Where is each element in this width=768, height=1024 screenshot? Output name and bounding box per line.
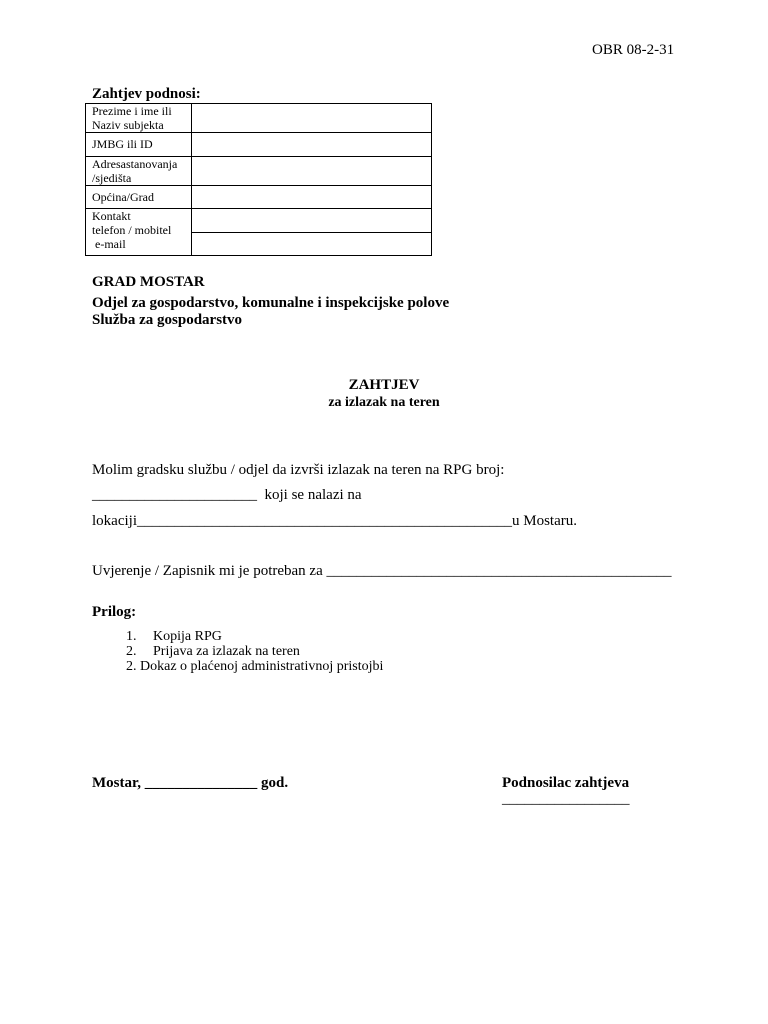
signature-label: Podnosilac zahtjeva bbox=[502, 775, 630, 791]
applicant-heading: Zahtjev podnosi: bbox=[92, 86, 201, 102]
list-item-number: 2. bbox=[126, 644, 137, 659]
applicant-table bbox=[85, 103, 432, 256]
list-item-number: 2. bbox=[126, 659, 137, 674]
label-line: Naziv subjekta bbox=[92, 118, 164, 132]
applicant-name-label bbox=[86, 104, 192, 133]
label-line: telefon / mobitel bbox=[92, 223, 172, 237]
request-line-3: lokaciji__________________________________________________u Mostaru. bbox=[92, 513, 577, 529]
list-item-text: Prijava za izlazak na teren bbox=[153, 644, 300, 659]
recipient-department: Odjel za gospodarstvo, komunalne i inspekcijske polove bbox=[92, 295, 450, 311]
label-line: Kontakt bbox=[92, 209, 131, 223]
list-item-text: Dokaz o plaćenoj administrativnoj pristojbi bbox=[140, 659, 384, 674]
applicant-email-field[interactable] bbox=[191, 233, 431, 256]
list-item bbox=[126, 629, 222, 645]
applicant-id-field[interactable] bbox=[191, 133, 431, 157]
document-subtitle: za izlazak na teren bbox=[328, 395, 440, 410]
attachments-heading: Prilog: bbox=[92, 604, 137, 620]
table-row bbox=[86, 133, 432, 157]
list-item bbox=[126, 644, 300, 660]
table-row bbox=[86, 157, 432, 186]
applicant-phone-field[interactable] bbox=[191, 209, 431, 233]
table-row bbox=[86, 209, 432, 233]
signature-line: _________________ bbox=[502, 791, 630, 807]
label-line: e-mail bbox=[92, 237, 126, 251]
document-title: ZAHTJEV bbox=[348, 377, 420, 393]
list-item bbox=[126, 659, 383, 675]
request-line-1: Molim gradsku službu / odjel da izvrši izlazak na teren na RPG broj: bbox=[92, 462, 505, 478]
recipient-city: GRAD MOSTAR bbox=[92, 274, 205, 290]
label-line: JMBG ili ID bbox=[92, 137, 153, 151]
recipient-service: Služba za gospodarstvo bbox=[92, 312, 243, 328]
applicant-name-field[interactable] bbox=[191, 104, 431, 133]
list-item-text: Kopija RPG bbox=[153, 629, 222, 644]
applicant-contact-label bbox=[86, 209, 192, 256]
form-code: OBR 08-2-31 bbox=[592, 42, 675, 58]
request-line-2: ______________________ koji se nalazi na bbox=[92, 487, 362, 503]
label-line: Adresastanovanja bbox=[92, 157, 178, 171]
applicant-id-label bbox=[86, 133, 192, 157]
label-line: Prezime i ime ili bbox=[92, 104, 172, 118]
label-line: /sjedišta bbox=[92, 171, 132, 185]
list-item-number: 1. bbox=[126, 629, 137, 644]
label-line: Općina/Grad bbox=[92, 190, 154, 204]
applicant-municipality-label bbox=[86, 186, 192, 209]
applicant-address-label bbox=[86, 157, 192, 186]
table-row bbox=[86, 186, 432, 209]
applicant-municipality-field[interactable] bbox=[191, 186, 431, 209]
place-date-line: Mostar, _______________ god. bbox=[92, 775, 289, 791]
applicant-address-field[interactable] bbox=[191, 157, 431, 186]
request-line-4: Uvjerenje / Zapisnik mi je potreban za ______________________________________________ bbox=[92, 563, 672, 579]
table-row bbox=[86, 104, 432, 133]
